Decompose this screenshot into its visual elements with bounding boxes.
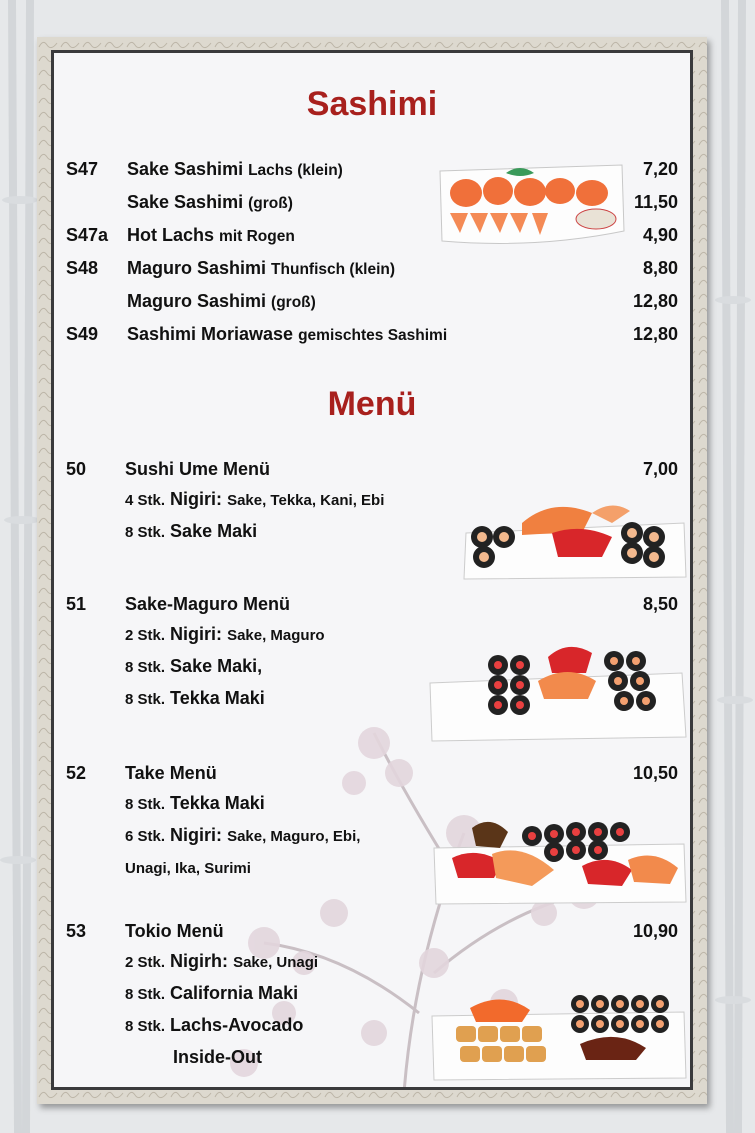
- menu-52-photo: [432, 808, 688, 908]
- menu-line: [125, 489, 384, 510]
- item-title: Sake Sashimi: [127, 159, 244, 179]
- menu-line: [125, 656, 262, 677]
- menu-code: 50: [66, 459, 87, 479]
- menu-frame: [37, 37, 707, 1104]
- item-detail: (groß): [248, 195, 293, 212]
- line-detail: Sake, Unagi: [233, 954, 319, 971]
- line-qty: 6 Stk.: [125, 828, 166, 845]
- item-code: S49: [66, 324, 99, 344]
- line-qty: 8 Stk.: [125, 796, 166, 813]
- line-detail: Sake, Maguro, Ebi,: [227, 828, 361, 845]
- menu-row: [66, 459, 678, 485]
- line-item: Tekka Maki: [170, 688, 265, 708]
- item-name: [127, 291, 316, 312]
- menu-line: [125, 951, 318, 972]
- line-detail: Sake, Maguro: [227, 627, 325, 644]
- menu-name: Sake-Maguro Menü: [125, 594, 291, 614]
- item-price: 11,50: [633, 192, 678, 212]
- menu-line: [125, 793, 265, 814]
- item-name: [127, 192, 293, 213]
- menu-row: [66, 763, 678, 789]
- menu-code: 52: [66, 763, 87, 783]
- item-title: Maguro Sashimi: [127, 258, 267, 278]
- item-price: 12,80: [632, 324, 678, 344]
- menu-row: [66, 594, 678, 620]
- line-qty: 2 Stk.: [125, 954, 166, 971]
- line-item: Tekka Maki: [170, 793, 265, 813]
- line-item: Nigiri:: [170, 825, 223, 845]
- item-name: [127, 258, 395, 279]
- menu-price: 7,00: [642, 459, 678, 479]
- item-detail: (groß): [271, 294, 316, 311]
- line-item: Nigiri:: [170, 624, 223, 644]
- menu-name: Take Menü: [125, 763, 217, 783]
- menu-heading: Menü: [327, 385, 417, 423]
- menu-line: [125, 1015, 303, 1036]
- item-title: Maguro Sashimi: [127, 291, 267, 311]
- menu-line: [125, 857, 251, 878]
- item-detail: Thunfisch (klein): [271, 261, 396, 278]
- item-detail: gemischtes Sashimi: [298, 327, 448, 344]
- item-title: Sashimi Moriawase: [127, 324, 294, 344]
- menu-price: 8,50: [642, 594, 678, 614]
- sashimi-row: [66, 258, 678, 284]
- menu-row: [66, 921, 678, 947]
- line-item: Lachs-Avocado: [170, 1015, 304, 1035]
- line-item: California Maki: [170, 983, 299, 1003]
- line-qty: 8 Stk.: [125, 524, 166, 541]
- line-item: Sake Maki,: [170, 656, 263, 676]
- line-qty: 4 Stk.: [125, 492, 166, 509]
- item-name: [127, 159, 343, 180]
- line-item: Nigirh:: [170, 951, 229, 971]
- line-item: Sake Maki: [170, 521, 258, 541]
- item-price: 12,80: [632, 291, 678, 311]
- line-qty: 8 Stk.: [125, 986, 166, 1003]
- menu-name: Sushi Ume Menü: [125, 459, 271, 479]
- item-name: [127, 225, 295, 246]
- sashimi-row: [66, 324, 678, 350]
- menu-line: [173, 1047, 262, 1068]
- menu-51-photo: [428, 633, 688, 743]
- line-qty: 8 Stk.: [125, 1018, 166, 1035]
- item-price: 4,90: [642, 225, 678, 245]
- menu-53-photo: [430, 988, 688, 1083]
- line-item: Inside-Out: [173, 1047, 262, 1067]
- menu-50-photo: [462, 493, 688, 583]
- menu-code: 53: [66, 921, 87, 941]
- item-detail: mit Rogen: [219, 228, 295, 245]
- line-qty: 2 Stk.: [125, 627, 166, 644]
- item-price: 7,20: [642, 159, 678, 179]
- menu-line: [125, 825, 360, 846]
- line-qty: 8 Stk.: [125, 659, 166, 676]
- line-detail: Sake, Tekka, Kani, Ebi: [227, 492, 385, 509]
- item-title: Sake Sashimi: [127, 192, 244, 212]
- sashimi-row: [66, 291, 678, 317]
- item-code: S48: [66, 258, 99, 278]
- menu-line: [125, 688, 265, 709]
- menu-page: [51, 50, 693, 1090]
- menu-line: [125, 983, 298, 1004]
- menu-price: 10,90: [632, 921, 678, 941]
- sashimi-heading: Sashimi: [306, 85, 438, 123]
- item-name: [127, 324, 447, 345]
- line-item: Nigiri:: [170, 489, 223, 509]
- menu-code: 51: [66, 594, 87, 614]
- menu-line: [125, 521, 257, 542]
- menu-price: 10,50: [632, 763, 678, 783]
- item-code: S47a: [66, 225, 109, 245]
- menu-line: [125, 624, 325, 645]
- item-code: S47: [66, 159, 99, 179]
- line-detail: Unagi, Ika, Surimi: [125, 860, 251, 877]
- item-price: 8,80: [642, 258, 678, 278]
- sashimi-photo: [436, 161, 626, 246]
- menu-name: Tokio Menü: [125, 921, 224, 941]
- item-detail: Lachs (klein): [248, 162, 343, 179]
- line-qty: 8 Stk.: [125, 691, 166, 708]
- item-title: Hot Lachs: [127, 225, 215, 245]
